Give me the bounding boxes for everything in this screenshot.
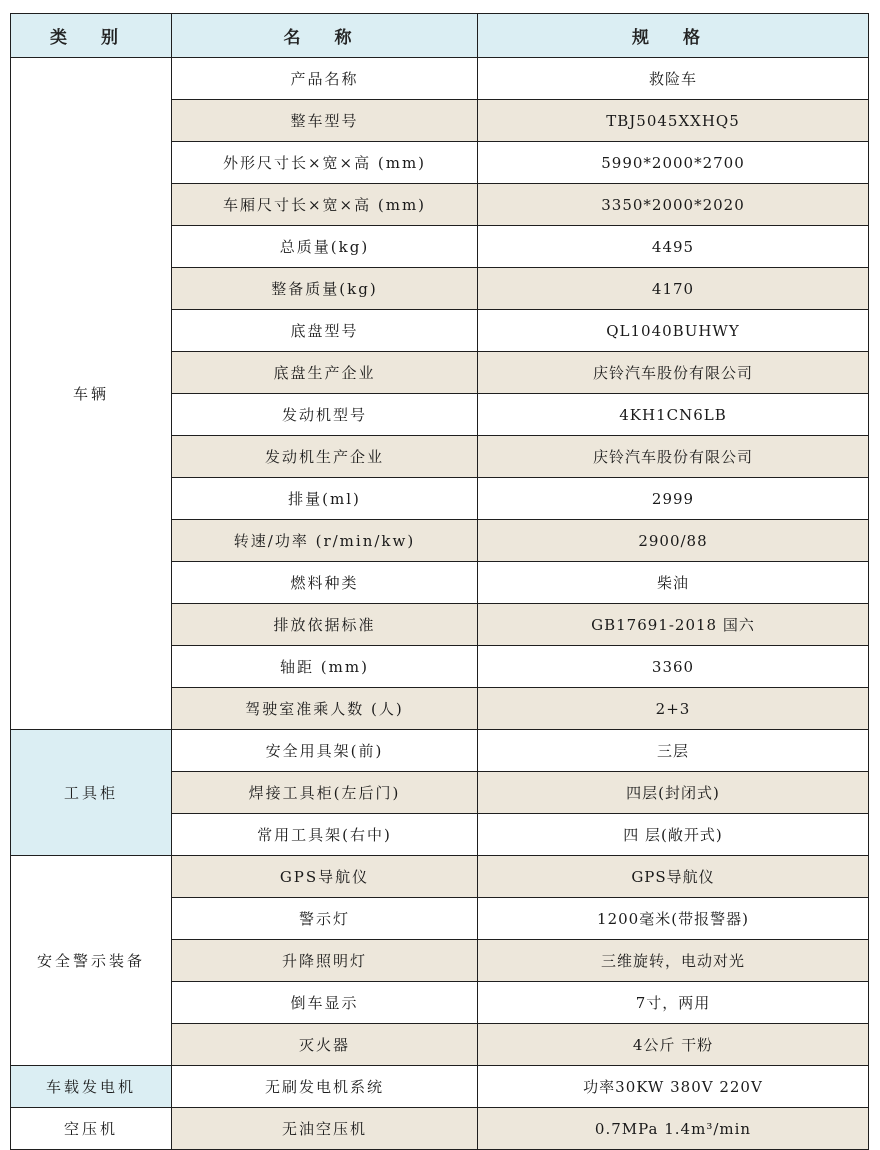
row-name: 发动机型号 (172, 394, 478, 436)
category-air-compressor: 空压机 (11, 1108, 172, 1150)
spec-table (10, 13, 869, 1150)
header-category: 类 别 (11, 14, 172, 58)
row-spec: 四层(封闭式) (478, 772, 869, 814)
row-spec: 2999 (478, 478, 869, 520)
row-name: 安全用具架(前) (172, 730, 478, 772)
row-spec: 2+3 (478, 688, 869, 730)
row-spec: 功率30KW 380V 220V (478, 1066, 869, 1108)
header-name: 名 称 (172, 14, 478, 58)
row-name: 焊接工具柜(左后门) (172, 772, 478, 814)
row-name: GPS导航仪 (172, 856, 478, 898)
row-name: 底盘生产企业 (172, 352, 478, 394)
row-name: 整车型号 (172, 100, 478, 142)
row-name: 车厢尺寸长×宽×高 (mm) (172, 184, 478, 226)
row-spec: 柴油 (478, 562, 869, 604)
row-name: 灭火器 (172, 1024, 478, 1066)
row-spec: 4KH1CN6LB (478, 394, 869, 436)
row-spec: 救险车 (478, 58, 869, 100)
row-name: 排放依据标准 (172, 604, 478, 646)
row-name: 警示灯 (172, 898, 478, 940)
spec-table-wrapper (10, 13, 869, 1150)
row-name: 无刷发电机系统 (172, 1066, 478, 1108)
category-safety-equipment: 安全警示装备 (11, 856, 172, 1066)
row-name: 轴距 (mm) (172, 646, 478, 688)
row-name: 外形尺寸长×宽×高 (mm) (172, 142, 478, 184)
row-name: 常用工具架(右中) (172, 814, 478, 856)
row-name: 底盘型号 (172, 310, 478, 352)
row-spec: GB17691-2018 国六 (478, 604, 869, 646)
table-row (11, 1066, 869, 1108)
header-spec: 规 格 (478, 14, 869, 58)
row-spec: 2900/88 (478, 520, 869, 562)
row-spec: 1200毫米(带报警器) (478, 898, 869, 940)
row-name: 倒车显示 (172, 982, 478, 1024)
table-row (11, 856, 869, 898)
table-row (11, 58, 869, 100)
row-name: 燃料种类 (172, 562, 478, 604)
row-name: 产品名称 (172, 58, 478, 100)
row-spec: 庆铃汽车股份有限公司 (478, 352, 869, 394)
row-spec: 4495 (478, 226, 869, 268)
category-generator: 车载发电机 (11, 1066, 172, 1108)
category-toolbox: 工具柜 (11, 730, 172, 856)
row-spec: 庆铃汽车股份有限公司 (478, 436, 869, 478)
row-spec: 0.7MPa 1.4m³/min (478, 1108, 869, 1150)
header-row (11, 14, 869, 58)
row-name: 总质量(kg) (172, 226, 478, 268)
row-name: 发动机生产企业 (172, 436, 478, 478)
row-spec: GPS导航仪 (478, 856, 869, 898)
row-name: 驾驶室准乘人数 (人) (172, 688, 478, 730)
row-name: 整备质量(kg) (172, 268, 478, 310)
category-vehicle: 车辆 (11, 58, 172, 730)
row-name: 转速/功率 (r/min/kw) (172, 520, 478, 562)
row-spec: 三层 (478, 730, 869, 772)
table-row (11, 730, 869, 772)
row-name: 排量(ml) (172, 478, 478, 520)
row-spec: 4170 (478, 268, 869, 310)
table-row (11, 1108, 869, 1150)
row-spec: 3360 (478, 646, 869, 688)
row-spec: 四 层(敞开式) (478, 814, 869, 856)
row-spec: 3350*2000*2020 (478, 184, 869, 226)
row-spec: 5990*2000*2700 (478, 142, 869, 184)
row-name: 升降照明灯 (172, 940, 478, 982)
row-spec: 三维旋转，电动对光 (478, 940, 869, 982)
row-spec: 4公斤 干粉 (478, 1024, 869, 1066)
row-spec: 7寸，两用 (478, 982, 869, 1024)
row-spec: TBJ5045XXHQ5 (478, 100, 869, 142)
row-spec: QL1040BUHWY (478, 310, 869, 352)
row-name: 无油空压机 (172, 1108, 478, 1150)
